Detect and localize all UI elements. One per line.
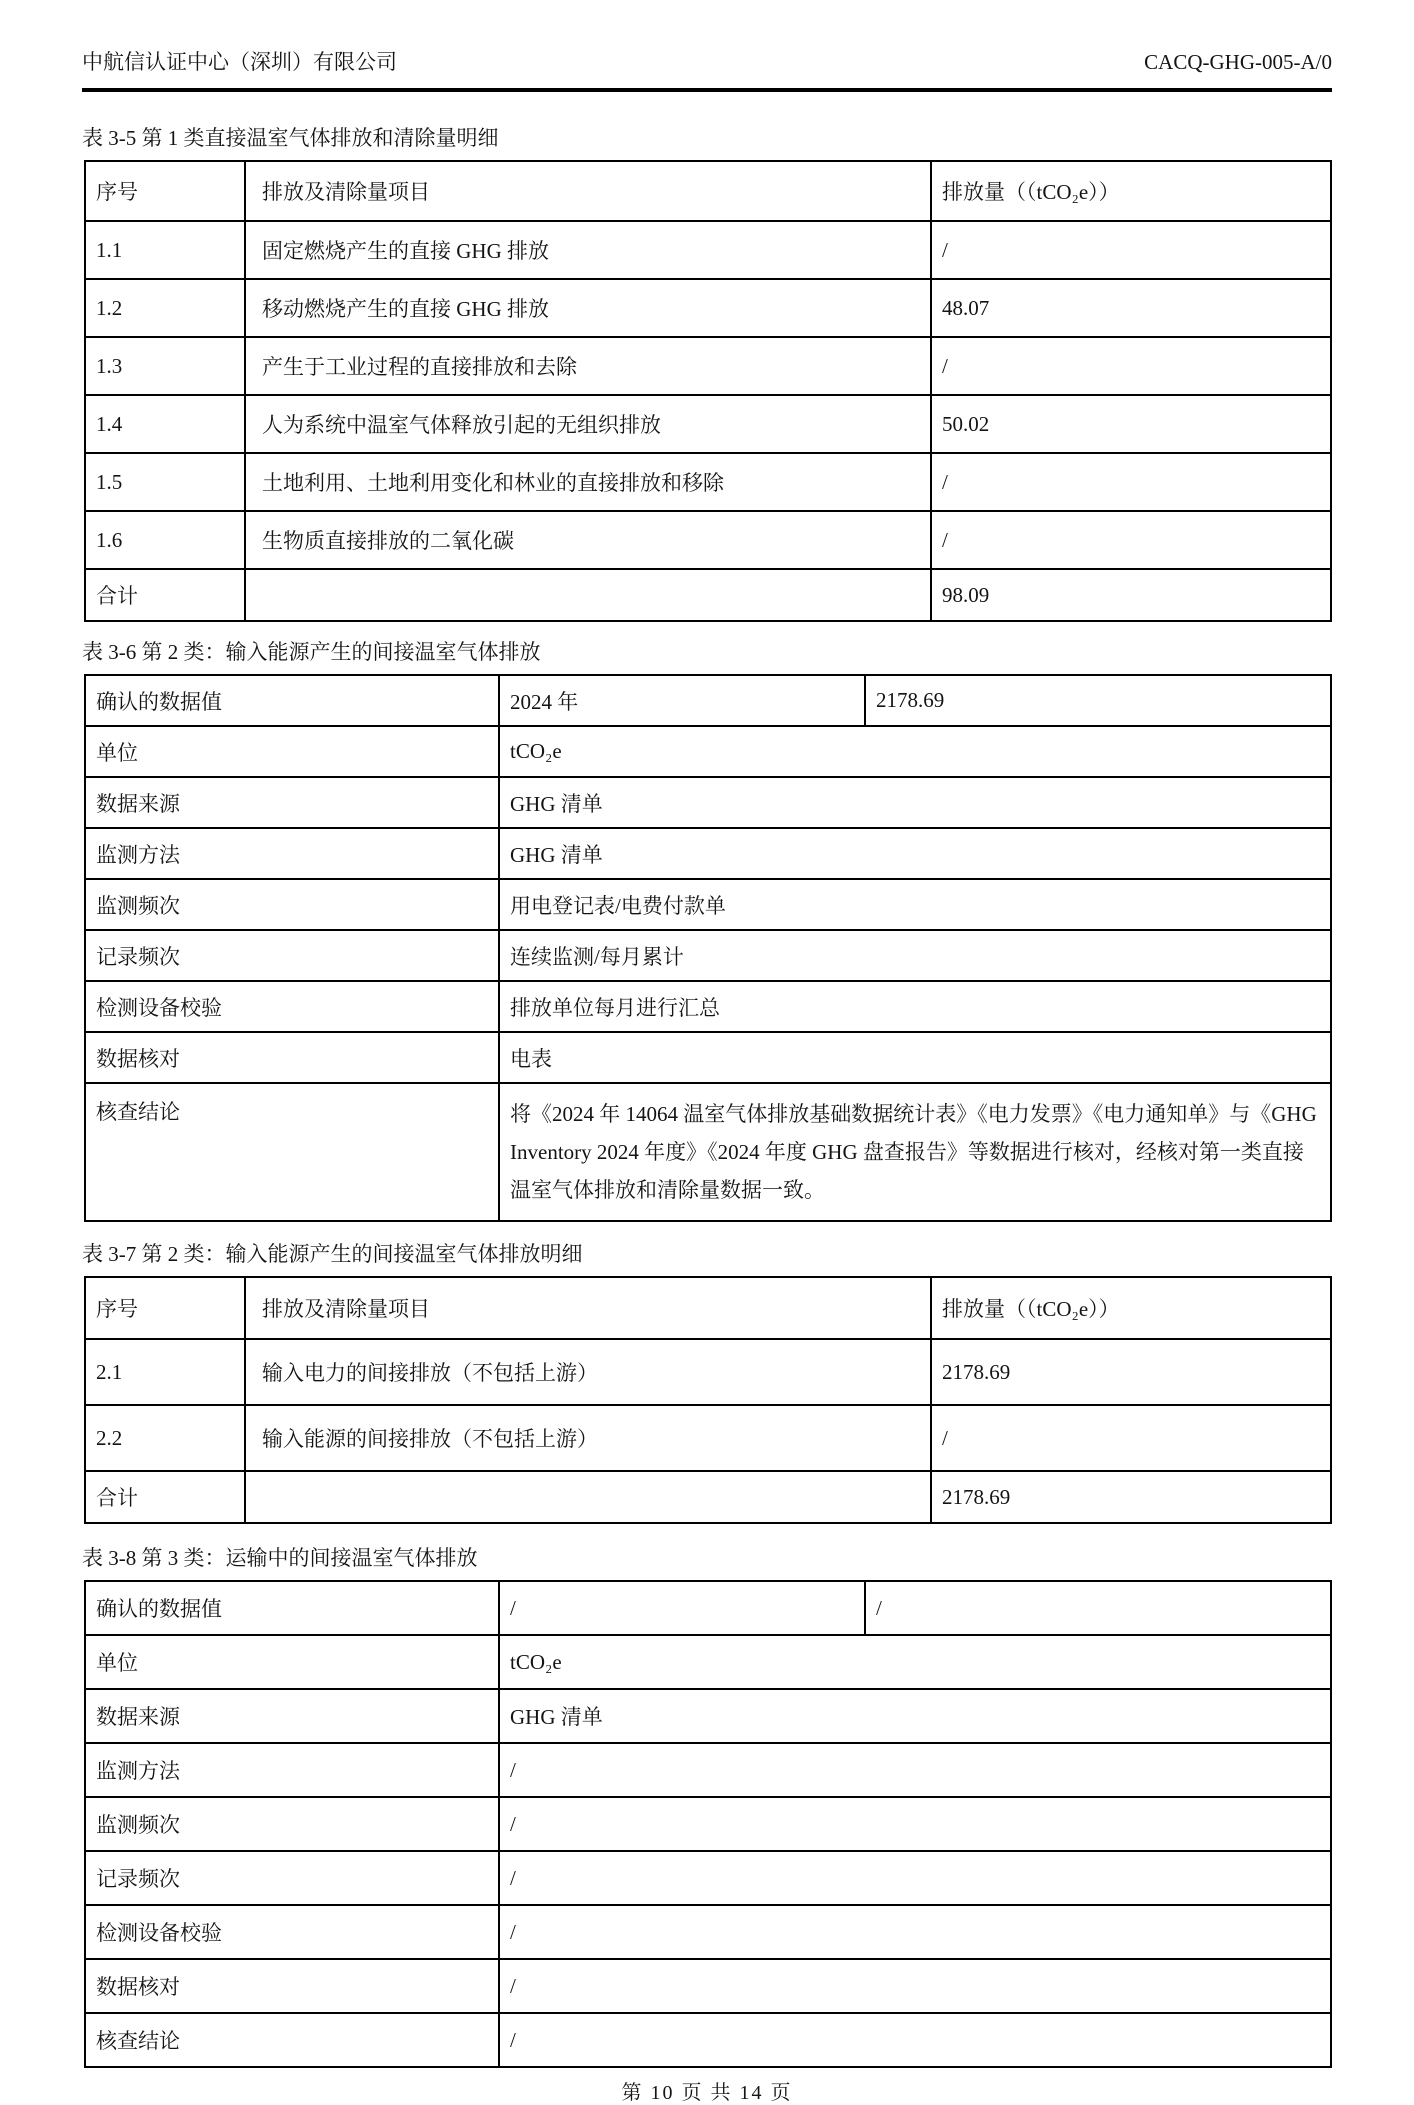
table-row (85, 777, 1331, 828)
attr-value-cell: 用电登记表/电费付款单 (499, 879, 1331, 930)
attr-value-cell: 连续监测/每月累计 (499, 930, 1331, 981)
table-row (85, 930, 1331, 981)
row-item-cell: 生物质直接排放的二氧化碳 (245, 511, 931, 569)
company-name: 中航信认证中心（深圳）有限公司 (82, 50, 397, 74)
attr-label-cell: 单位 (85, 726, 499, 777)
table-3-5 (84, 160, 1332, 622)
row-item-cell: 产生于工业过程的直接排放和去除 (245, 337, 931, 395)
table-row (85, 395, 1331, 453)
table-row (85, 1689, 1331, 1743)
row-value-cell: / (931, 1405, 1331, 1471)
conclusion-label-cell: 核查结论 (85, 1083, 499, 1221)
attr-label-cell: 记录频次 (85, 930, 499, 981)
table-row (85, 1797, 1331, 1851)
row-item-cell: 固定燃烧产生的直接 GHG 排放 (245, 221, 931, 279)
attr-label-cell: 监测方法 (85, 828, 499, 879)
table-row (85, 453, 1331, 511)
col-header-amount: 排放量（（tCO₂e）） (931, 1277, 1331, 1339)
row-item-cell: 输入电力的间接排放（不包括上游） (245, 1339, 931, 1405)
attr-value-cell: / (499, 2013, 1331, 2067)
row-no-cell: 2.2 (85, 1405, 245, 1471)
attr-label-cell: 数据核对 (85, 1032, 499, 1083)
attr-label-cell: 记录频次 (85, 1851, 499, 1905)
attr-label-cell: 核查结论 (85, 2013, 499, 2067)
page-footer: 第 10 页 共 14 页 (621, 2082, 793, 2104)
table-row (85, 1032, 1331, 1083)
attr-value-cell: / (499, 1959, 1331, 2013)
attr-value-cell: / (499, 1581, 865, 1635)
row-item-cell: 土地利用、土地利用变化和林业的直接排放和移除 (245, 453, 931, 511)
row-item-cell: 输入能源的间接排放（不包括上游） (245, 1405, 931, 1471)
table-3-5-title: 表 3-5 第 1 类直接温室气体排放和清除量明细 (82, 126, 499, 150)
table-row (85, 1581, 1331, 1635)
table-row (85, 726, 1331, 777)
attr-label-cell: 检测设备校验 (85, 1905, 499, 1959)
row-item-cell: 人为系统中温室气体释放引起的无组织排放 (245, 395, 931, 453)
row-no-cell: 1.4 (85, 395, 245, 453)
table-row (85, 1405, 1331, 1471)
attr-value-cell: GHG 清单 (499, 828, 1331, 879)
attr-value-cell: GHG 清单 (499, 1689, 1331, 1743)
table-header-row (85, 1277, 1331, 1339)
col-header-item: 排放及清除量项目 (245, 161, 931, 221)
row-value-cell: 48.07 (931, 279, 1331, 337)
attr-value-cell: 2024 年 (499, 675, 865, 726)
attr-label-cell: 监测频次 (85, 879, 499, 930)
table-3-6-title: 表 3-6 第 2 类：输入能源产生的间接温室气体排放 (82, 640, 541, 664)
row-item-cell: 移动燃烧产生的直接 GHG 排放 (245, 279, 931, 337)
table-row (85, 981, 1331, 1032)
attr-value2-cell: / (865, 1581, 1331, 1635)
attr-value-cell: / (499, 1851, 1331, 1905)
attr-value-cell: 电表 (499, 1032, 1331, 1083)
attr-label-cell: 确认的数据值 (85, 675, 499, 726)
table-3-7 (84, 1276, 1332, 1524)
total-label-cell: 合计 (85, 1471, 245, 1523)
table-row (85, 337, 1331, 395)
attr-label-cell: 检测设备校验 (85, 981, 499, 1032)
conclusion-text-cell: 将《2024 年 14064 温室气体排放基础数据统计表》《电力发票》《电力通知单》与《GHG Inventory 2024 年度》《2024 年度 GHG 盘查报告》等数据进行核对，经核对第一类直接温室气体排放和清除量数据一致。 (499, 1083, 1331, 1221)
attr-label-cell: 监测方法 (85, 1743, 499, 1797)
total-value-cell: 98.09 (931, 569, 1331, 621)
col-header-no: 序号 (85, 1277, 245, 1339)
header-divider (82, 88, 1332, 92)
table-row (85, 1339, 1331, 1405)
table-total-row (85, 569, 1331, 621)
row-value-cell: / (931, 221, 1331, 279)
table-row (85, 511, 1331, 569)
conclusion-row (85, 1083, 1331, 1221)
row-value-cell: 50.02 (931, 395, 1331, 453)
table-row (85, 879, 1331, 930)
col-header-no: 序号 (85, 161, 245, 221)
table-3-8-title: 表 3-8 第 3 类：运输中的间接温室气体排放 (82, 1546, 478, 1570)
row-value-cell: 2178.69 (931, 1339, 1331, 1405)
row-value-cell: / (931, 511, 1331, 569)
table-3-7-title: 表 3-7 第 2 类：输入能源产生的间接温室气体排放明细 (82, 1242, 583, 1266)
table-total-row (85, 1471, 1331, 1523)
total-empty-cell (245, 1471, 931, 1523)
attr-label-cell: 确认的数据值 (85, 1581, 499, 1635)
row-no-cell: 2.1 (85, 1339, 245, 1405)
table-row (85, 1851, 1331, 1905)
col-header-amount: 排放量（（tCO₂e）） (931, 161, 1331, 221)
attr-value-cell: / (499, 1743, 1331, 1797)
table-row (85, 1635, 1331, 1689)
table-row (85, 828, 1331, 879)
attr-label-cell: 数据来源 (85, 1689, 499, 1743)
total-empty-cell (245, 569, 931, 621)
table-row (85, 675, 1331, 726)
row-no-cell: 1.3 (85, 337, 245, 395)
table-row (85, 221, 1331, 279)
attr-value-cell: / (499, 1797, 1331, 1851)
row-no-cell: 1.1 (85, 221, 245, 279)
row-no-cell: 1.5 (85, 453, 245, 511)
attr-label-cell: 单位 (85, 1635, 499, 1689)
row-no-cell: 1.6 (85, 511, 245, 569)
page-header (82, 48, 1332, 76)
attr-value2-cell: 2178.69 (865, 675, 1331, 726)
row-value-cell: / (931, 453, 1331, 511)
total-label-cell: 合计 (85, 569, 245, 621)
attr-value-cell: 排放单位每月进行汇总 (499, 981, 1331, 1032)
attr-value-cell: tCO₂e (499, 1635, 1331, 1689)
table-3-6 (84, 674, 1332, 1222)
table-row (85, 1743, 1331, 1797)
table-row (85, 1959, 1331, 2013)
row-value-cell: / (931, 337, 1331, 395)
attr-label-cell: 数据核对 (85, 1959, 499, 2013)
document-code: CACQ-GHG-005-A/0 (1144, 50, 1332, 74)
row-no-cell: 1.2 (85, 279, 245, 337)
table-header-row (85, 161, 1331, 221)
table-row (85, 2013, 1331, 2067)
attr-value-cell: tCO₂e (499, 726, 1331, 777)
table-row (85, 1905, 1331, 1959)
attr-value-cell: / (499, 1905, 1331, 1959)
col-header-item: 排放及清除量项目 (245, 1277, 931, 1339)
attr-label-cell: 监测频次 (85, 1797, 499, 1851)
total-value-cell: 2178.69 (931, 1471, 1331, 1523)
table-row (85, 279, 1331, 337)
table-3-8 (84, 1580, 1332, 2068)
attr-label-cell: 数据来源 (85, 777, 499, 828)
attr-value-cell: GHG 清单 (499, 777, 1331, 828)
